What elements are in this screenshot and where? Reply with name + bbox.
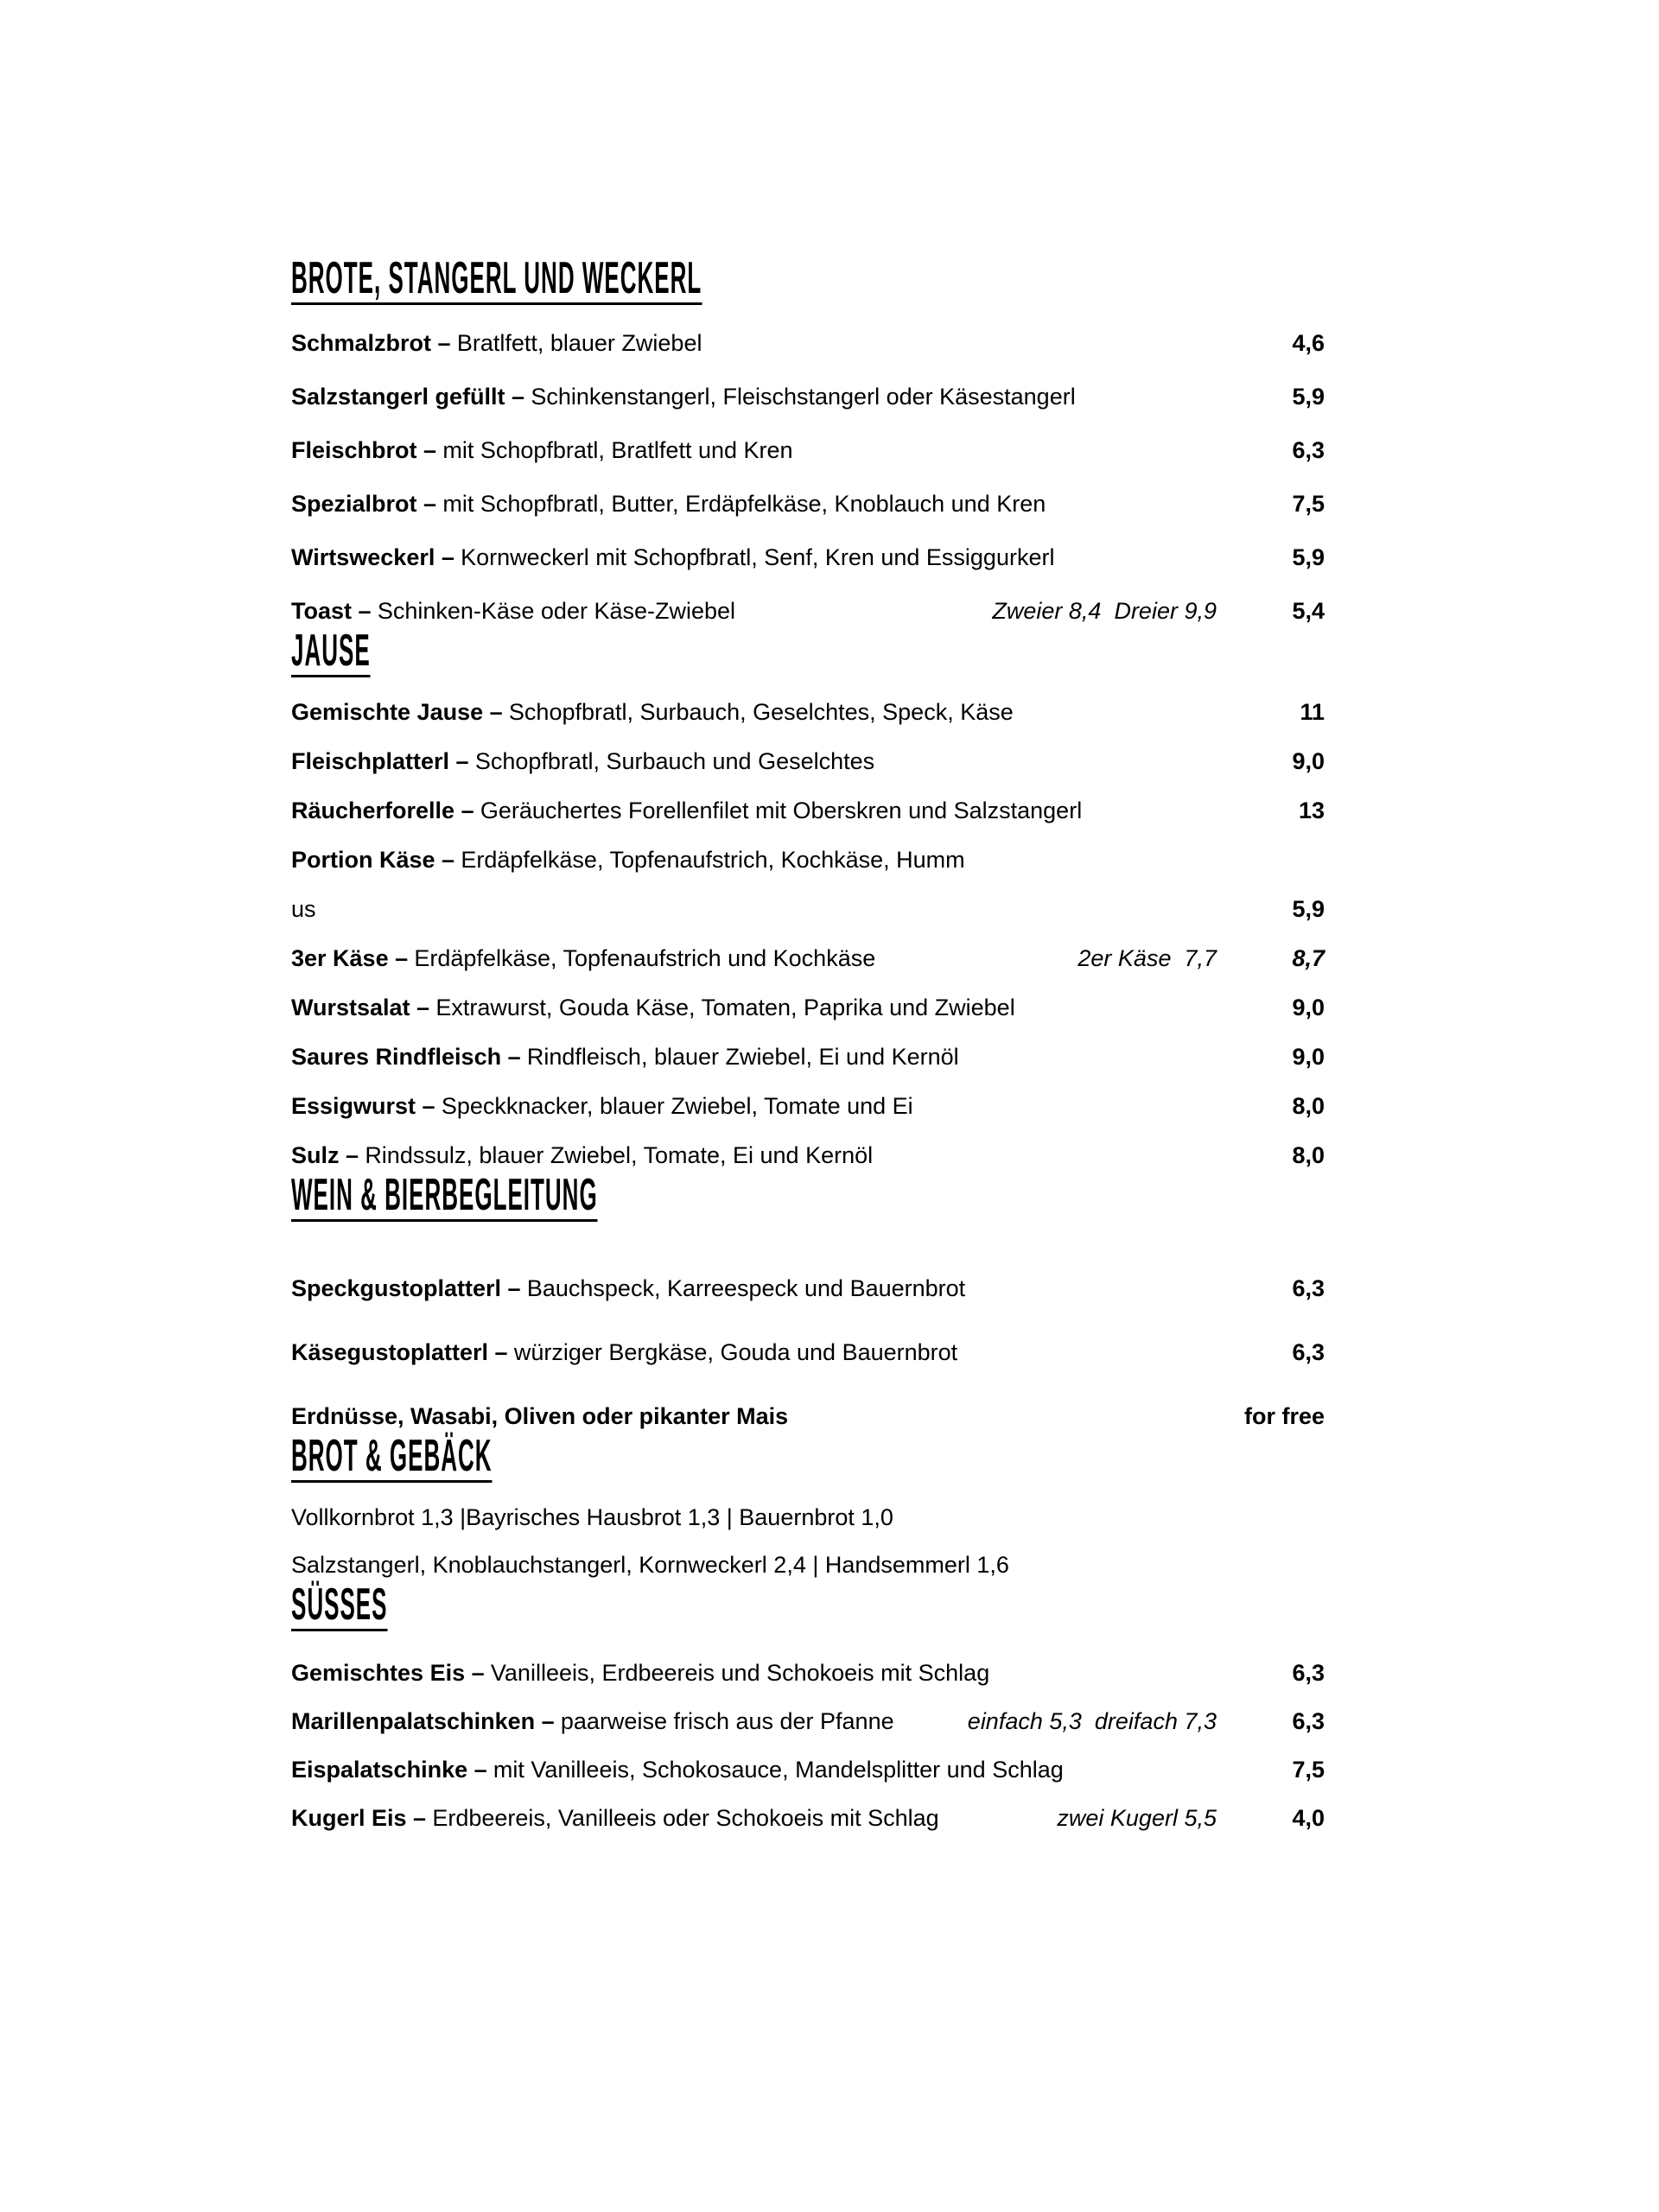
menu-item-row bbox=[291, 1399, 1325, 1433]
item-price: 5,4 bbox=[1292, 598, 1325, 624]
item-text bbox=[291, 486, 1217, 521]
item-text bbox=[291, 1138, 1217, 1173]
item-text bbox=[291, 1271, 1217, 1306]
item-name: Saures Rindfleisch – bbox=[291, 1044, 521, 1070]
item-text bbox=[291, 990, 1217, 1025]
item-description: Vollkornbrot 1,3 |Bayrisches Hausbrot 1,3 | Bauernbrot 1,0 bbox=[291, 1504, 893, 1530]
item-description: Bauchspeck, Karreespeck und Bauernbrot bbox=[526, 1275, 966, 1301]
item-price: 8,7 bbox=[1292, 945, 1325, 971]
menu-item-row bbox=[291, 1752, 1325, 1787]
item-price: 6,3 bbox=[1292, 1339, 1325, 1365]
item-text bbox=[291, 1335, 1217, 1370]
item-text bbox=[291, 1752, 1217, 1787]
item-description: Salzstangerl, Knoblauchstangerl, Kornweckerl 2,4 | Handsemmerl 1,6 bbox=[291, 1552, 1009, 1578]
menu-item-row bbox=[291, 379, 1325, 414]
item-text bbox=[291, 1399, 1210, 1433]
item-note: einfach 5,3 dreifach 7,3 bbox=[967, 1708, 1217, 1734]
menu-item-row bbox=[291, 793, 1325, 828]
item-price: 6,3 bbox=[1292, 1708, 1325, 1734]
item-price: 9,0 bbox=[1292, 1044, 1325, 1070]
item-name: Eispalatschinke – bbox=[291, 1757, 487, 1783]
menu-item-row bbox=[291, 594, 1325, 628]
item-name: Räucherforelle – bbox=[291, 798, 474, 823]
item-price: 4,6 bbox=[1292, 330, 1325, 356]
item-description: Schopfbratl, Surbauch und Geselchtes bbox=[474, 748, 875, 774]
item-name: Toast – bbox=[291, 598, 372, 624]
menu-item-row bbox=[291, 941, 1325, 976]
item-text bbox=[291, 326, 1217, 360]
item-name: Fleischplatterl – bbox=[291, 748, 469, 774]
menu-item-row bbox=[291, 1500, 1325, 1535]
item-text bbox=[291, 540, 1217, 575]
section-heading bbox=[291, 1170, 1325, 1222]
item-name: Portion Käse – bbox=[291, 847, 455, 873]
item-text bbox=[291, 892, 1217, 926]
item-name: Wurstsalat – bbox=[291, 995, 430, 1020]
section-heading-text: JAUSE bbox=[291, 626, 371, 676]
section-heading bbox=[291, 1433, 1325, 1483]
menu-item-row bbox=[291, 1801, 1325, 1835]
item-price: 7,5 bbox=[1292, 491, 1325, 517]
item-price: 13 bbox=[1298, 798, 1325, 823]
item-price: 6,3 bbox=[1292, 1660, 1325, 1686]
item-name: Gemischtes Eis – bbox=[291, 1660, 485, 1686]
item-text bbox=[291, 695, 1217, 729]
menu-item-row bbox=[291, 1039, 1325, 1074]
item-price: 6,3 bbox=[1292, 437, 1325, 463]
item-description: Schinkenstangerl, Fleischstangerl oder Käsestangerl bbox=[531, 384, 1076, 410]
item-description: Extrawurst, Gouda Käse, Tomaten, Paprika und Zwiebel bbox=[435, 995, 1015, 1020]
menu-item-row bbox=[291, 326, 1325, 360]
item-price: 9,0 bbox=[1292, 995, 1325, 1020]
item-description: würziger Bergkäse, Gouda und Bauernbrot bbox=[513, 1339, 958, 1365]
section-items bbox=[291, 1500, 1325, 1582]
menu-item-row bbox=[291, 842, 1325, 877]
item-name: Fleischbrot – bbox=[291, 437, 437, 463]
menu-item-row bbox=[291, 433, 1325, 467]
menu-item-row bbox=[291, 540, 1325, 575]
menu-section bbox=[291, 253, 1325, 628]
item-description: Schopfbratl, Surbauch, Geselchtes, Speck, Käse bbox=[508, 699, 1014, 725]
item-name: Essigwurst – bbox=[291, 1093, 435, 1119]
section-heading-text: WEIN & BIERBEGLEITUNG bbox=[291, 1170, 598, 1220]
item-note: 2er Käse 7,7 bbox=[1077, 945, 1217, 971]
item-text bbox=[291, 1039, 1217, 1074]
item-name: Käsegustoplatterl – bbox=[291, 1339, 508, 1365]
section-heading bbox=[291, 628, 1325, 677]
item-text bbox=[291, 1801, 1039, 1835]
item-price: 5,9 bbox=[1292, 384, 1325, 410]
item-name: Wirtsweckerl – bbox=[291, 544, 454, 570]
item-description: Erdäpfelkäse, Topfenaufstrich und Kochkäse bbox=[414, 945, 876, 971]
section-heading-text: SÜSSES bbox=[291, 1580, 388, 1630]
item-description: Bratlfett, blauer Zwiebel bbox=[456, 330, 702, 356]
item-name: Erdnüsse, Wasabi, Oliven oder pikanter Mais bbox=[291, 1403, 789, 1429]
item-text bbox=[291, 744, 1217, 779]
item-price: 9,0 bbox=[1292, 748, 1325, 774]
item-description: Vanilleeis, Erdbeereis und Schokoeis mit Schlag bbox=[490, 1660, 990, 1686]
item-description: Speckknacker, blauer Zwiebel, Tomate und Ei bbox=[441, 1093, 913, 1119]
menu-item-row bbox=[291, 990, 1325, 1025]
item-description: paarweise frisch aus der Pfanne bbox=[560, 1708, 894, 1734]
item-price: 4,0 bbox=[1292, 1805, 1325, 1831]
menu-item-row bbox=[291, 1089, 1325, 1123]
item-text bbox=[291, 1656, 1217, 1690]
menu-item-row bbox=[291, 744, 1325, 779]
section-heading bbox=[291, 1582, 1325, 1631]
item-price: 7,5 bbox=[1292, 1757, 1325, 1783]
item-text bbox=[291, 594, 975, 628]
section-items bbox=[291, 1271, 1325, 1433]
item-price: 8,0 bbox=[1292, 1093, 1325, 1119]
item-text bbox=[291, 941, 1060, 976]
section-heading-text: BROT & GEBÄCK bbox=[291, 1431, 493, 1481]
item-name: Speckgustoplatterl – bbox=[291, 1275, 521, 1301]
item-description: Kornweckerl mit Schopfbratl, Senf, Kren und Essiggurkerl bbox=[461, 544, 1055, 570]
item-description: Rindfleisch, blauer Zwiebel, Ei und Kernöl bbox=[526, 1044, 959, 1070]
menu-item-row bbox=[291, 1548, 1325, 1582]
item-text bbox=[291, 793, 1217, 828]
item-description: us bbox=[291, 896, 316, 922]
item-name: Marillenpalatschinken – bbox=[291, 1708, 555, 1734]
menu-item-row bbox=[291, 1271, 1325, 1306]
item-name: Salzstangerl gefüllt – bbox=[291, 384, 525, 410]
item-description: Rindssulz, blauer Zwiebel, Tomate, Ei und Kernöl bbox=[365, 1142, 874, 1168]
item-note: zwei Kugerl 5,5 bbox=[1057, 1805, 1217, 1831]
item-price: 8,0 bbox=[1292, 1142, 1325, 1168]
item-price: 5,9 bbox=[1292, 544, 1325, 570]
section-items bbox=[291, 326, 1325, 628]
item-price: 6,3 bbox=[1292, 1275, 1325, 1301]
menu-section bbox=[291, 1170, 1325, 1433]
item-description: Erdäpfelkäse, Topfenaufstrich, Kochkäse, Humm bbox=[461, 847, 965, 873]
item-description: Erdbeereis, Vanilleeis oder Schokoeis mit Schlag bbox=[432, 1805, 939, 1831]
item-description: mit Schopfbratl, Butter, Erdäpfelkäse, Knoblauch und Kren bbox=[442, 491, 1046, 517]
item-price: 11 bbox=[1300, 699, 1325, 725]
item-description: mit Schopfbratl, Bratlfett und Kren bbox=[442, 437, 793, 463]
menu-item-row bbox=[291, 1138, 1325, 1173]
item-note: Zweier 8,4 Dreier 9,9 bbox=[992, 598, 1217, 624]
menu-section bbox=[291, 1433, 1325, 1582]
menu-content bbox=[291, 253, 1325, 1835]
item-text bbox=[291, 379, 1217, 414]
section-items bbox=[291, 695, 1325, 1173]
item-name: 3er Käse – bbox=[291, 945, 409, 971]
item-name: Schmalzbrot – bbox=[291, 330, 451, 356]
menu-item-row bbox=[291, 1656, 1325, 1690]
menu-section bbox=[291, 628, 1325, 1173]
item-name: Sulz – bbox=[291, 1142, 359, 1168]
menu-item-row bbox=[291, 1335, 1325, 1370]
item-text bbox=[291, 842, 1325, 877]
menu-item-row bbox=[291, 892, 1325, 926]
item-text bbox=[291, 1704, 950, 1738]
section-heading bbox=[291, 253, 1325, 305]
item-description: Geräuchertes Forellenfilet mit Oberskren und Salzstangerl bbox=[480, 798, 1083, 823]
item-name: Kugerl Eis – bbox=[291, 1805, 427, 1831]
section-heading-text: BROTE, STANGERL UND WECKERL bbox=[291, 253, 702, 303]
item-price: 5,9 bbox=[1292, 896, 1325, 922]
item-name: Gemischte Jause – bbox=[291, 699, 503, 725]
section-items bbox=[291, 1656, 1325, 1835]
menu-item-row bbox=[291, 695, 1325, 729]
item-description: Schinken-Käse oder Käse-Zwiebel bbox=[377, 598, 736, 624]
menu-item-row bbox=[291, 486, 1325, 521]
item-price: for free bbox=[1243, 1403, 1325, 1429]
item-text bbox=[291, 1548, 1325, 1582]
item-text bbox=[291, 1500, 1325, 1535]
item-description: mit Vanilleeis, Schokosauce, Mandelsplitter und Schlag bbox=[493, 1757, 1064, 1783]
item-text bbox=[291, 433, 1217, 467]
menu-section bbox=[291, 1582, 1325, 1835]
item-text bbox=[291, 1089, 1217, 1123]
item-name: Spezialbrot – bbox=[291, 491, 437, 517]
menu-item-row bbox=[291, 1704, 1325, 1738]
